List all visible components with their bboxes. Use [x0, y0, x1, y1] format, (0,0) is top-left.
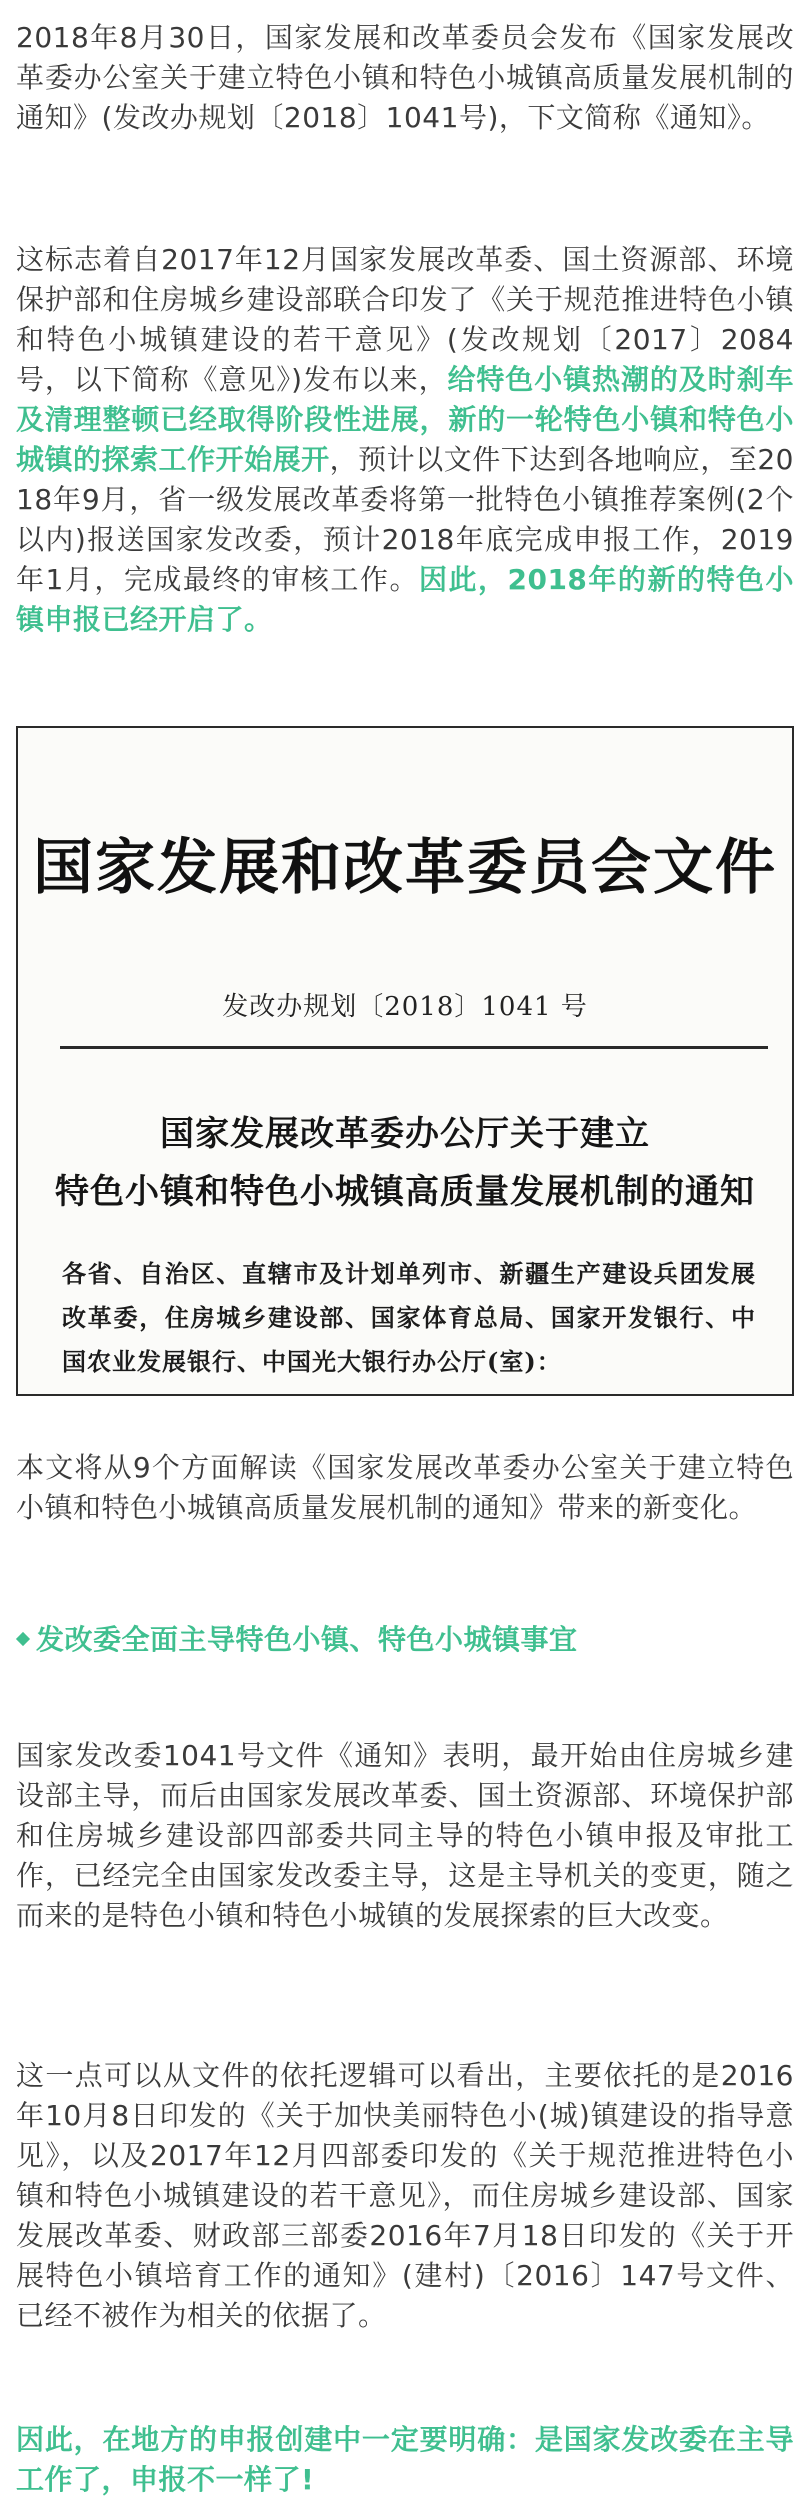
intro-text: 2018年8月30日，国家发展和改革委员会发布《国家发展改革委办公室关于建立特色小镇和特色小城镇高质量发展机制的通知》(发改办规划〔2018〕1041号)，下文简称《通知》。 — [16, 21, 794, 134]
document-number: 发改办规划〔2018〕1041 号 — [222, 992, 588, 1022]
background-highlight-progress: 给特色小镇热潮的及时刹车及清理整顿已经取得阶段性进展，新的一轮特色小镇和特色小城镇的探索工作开始展开 — [16, 363, 794, 476]
official-document-image — [16, 726, 794, 1396]
intro-paragraph — [16, 18, 794, 138]
document-heading-line2: 特色小镇和特色小城镇高质量发展机制的通知 — [55, 1172, 755, 1212]
document-divider — [60, 1046, 768, 1049]
basis-paragraph — [16, 2056, 794, 2336]
diamond-bullet-icon — [16, 1632, 30, 1646]
overview-paragraph — [16, 1448, 794, 1528]
background-text-c: ，预计以文件下达到各地响应，至2018年9月，省一级发展改革委将第一批特色小镇推荐案例(2个以内)报送国家发改委，预计2018年底完成申报工作，2019年1月，完成最终的审核工作。 — [16, 443, 794, 596]
leadership-text: 国家发改委1041号文件《通知》表明，最开始由住房城乡建设部主导，而后由国家发展改革委、国土资源部、环境保护部和住房城乡建设部四部委共同主导的特色小镇申报及审批工作，已经完全由国家发改委主导，这是主导机关的变更，随之而来的是特色小镇和特色小城镇的发展探索的巨大改变。 — [16, 1739, 794, 1932]
background-paragraph — [16, 240, 794, 640]
leadership-paragraph — [16, 1736, 794, 1936]
background-highlight-conclusion: 因此，2018年的新的特色小镇申报已经开启了。 — [16, 563, 794, 636]
conclusion-paragraph — [16, 2420, 794, 2500]
document-title: 国家发展和改革委员会文件 — [33, 833, 777, 903]
document-heading-line1: 国家发展改革委办公厅关于建立 — [160, 1114, 650, 1154]
overview-text: 本文将从9个方面解读《国家发展改革委办公室关于建立特色小镇和特色小城镇高质量发展机制的通知》带来的新变化。 — [16, 1451, 794, 1524]
section-heading — [16, 1620, 794, 1660]
section-heading-text: 发改委全面主导特色小镇、特色小城镇事宜 — [36, 1623, 578, 1656]
basis-text: 这一点可以从文件的依托逻辑可以看出，主要依托的是2016年10月8日印发的《关于加快美丽特色小(城)镇建设的指导意见》，以及2017年12月四部委印发的《关于规范推进特色小镇和特色小城镇建设的若干意见》，而住房城乡建设部、国家发展改革委、财政部三部委2016年7月18日印发的《关于开展特色小镇培育工作的通知》(建村)〔2016〕147号文件、已经不被作为相关的依据了。 — [16, 2059, 794, 2332]
document-recipients: 各省、自治区、直辖市及计划单列市、新疆生产建设兵团发展改革委，住房城乡建设部、国家体育总局、国家开发银行、中国农业发展银行、中国光大银行办公厅(室)： — [62, 1259, 756, 1376]
background-text-a: 这标志着自2017年12月国家发展改革委、国土资源部、环境保护部和住房城乡建设部联合印发了《关于规范推进特色小镇和特色小城镇建设的若干意见》(发改规划〔2017〕2084号，以下简称《意见》)发布以来， — [16, 243, 794, 396]
conclusion-text: 因此，在地方的申报创建中一定要明确：是国家发改委在主导工作了，申报不一样了! — [16, 2423, 794, 2496]
